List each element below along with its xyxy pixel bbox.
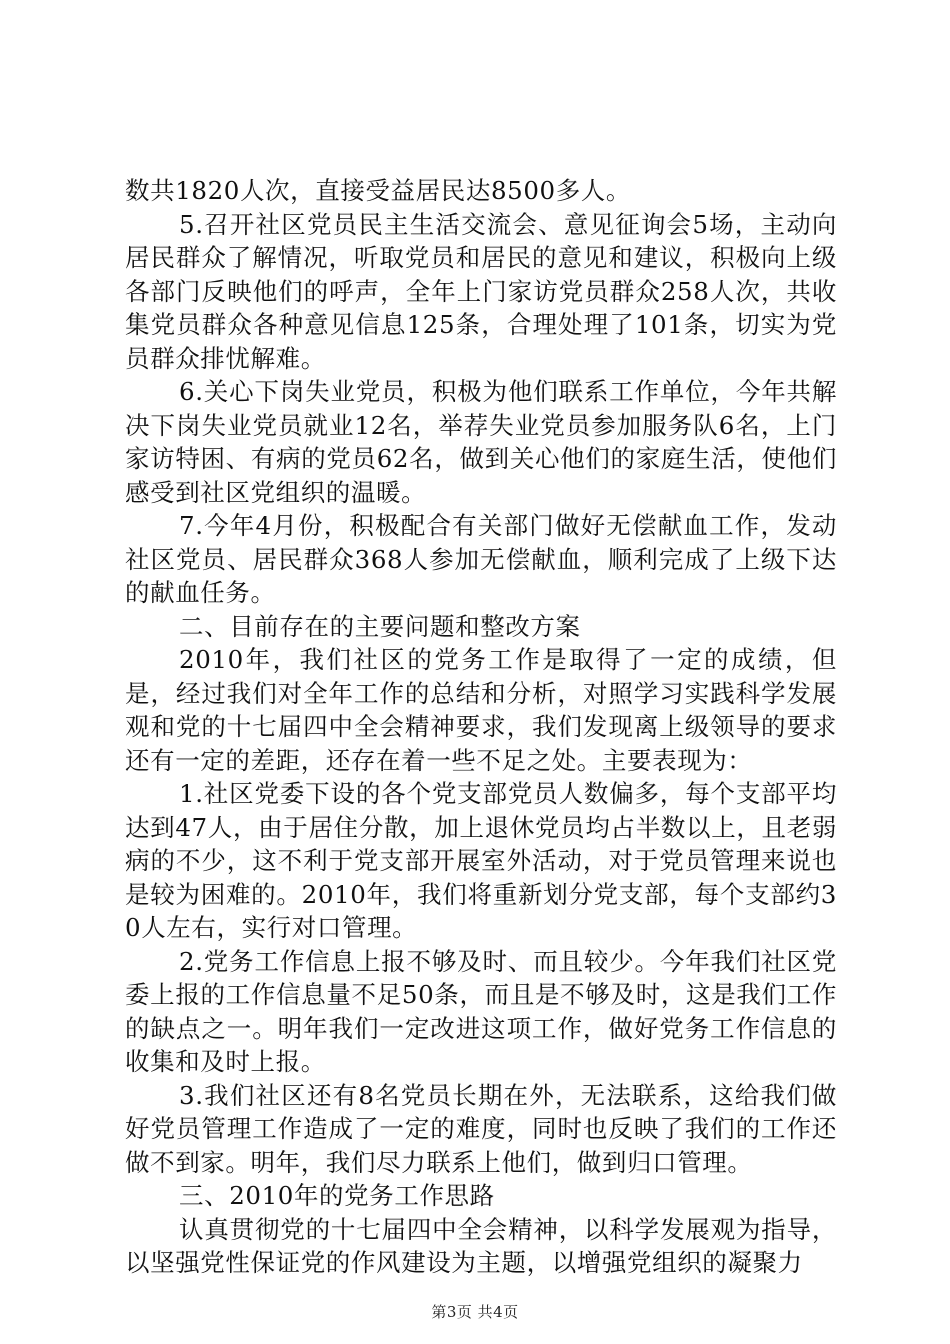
section-heading: 二、目前存在的主要问题和整改方案: [179, 611, 581, 641]
section-heading: 三、2010年的党务工作思路: [179, 1181, 495, 1210]
paragraph: 6.关心下岗失业党员，积极为他们联系工作单位，今年共解决下岗失业党员就业12名，举荐失业党员参加服务队6名，上门家访特困、有病的党员62名，做到关心他们的家庭生活，使他们感受到社区党组织的温暖。: [125, 377, 837, 507]
document-body: [125, 174, 837, 1280]
paragraph: 认真贯彻党的十七届四中全会精神，以科学发展观为指导，以坚强党性保证党的作风建设为主题，以增强党组织的凝聚力: [125, 1214, 837, 1277]
paragraph: 3.我们社区还有8名党员长期在外，无法联系，这给我们做好党员管理工作造成了一定的难度，同时也反映了我们的工作还做不到家。明年，我们尽力联系上他们，做到归口管理。: [125, 1080, 837, 1177]
paragraph: 数共1820人次，直接受益居民达8500多人。: [125, 176, 631, 205]
page-footer: 第3页 共4页: [431, 1303, 519, 1321]
paragraph: 5.召开社区党员民主生活交流会、意见征询会5场，主动向居民群众了解情况，听取党员和居民的意见和建议，积极向上级各部门反映他们的呼声，全年上门家访党员群众258人次，共收集党员群众各种意见信息125条，合理处理了101条，切实为党员群众排忧解难。: [125, 209, 837, 373]
paragraph: 7.今年4月份，积极配合有关部门做好无偿献血工作，发动社区党员、居民群众368人参加无偿献血，顺利完成了上级下达的献血任务。: [125, 511, 837, 607]
paragraph: 1.社区党委下设的各个党支部党员人数偏多，每个支部平均达到47人，由于居住分散，加上退休党员均占半数以上，且老弱病的不少，这不利于党支部开展室外活动，对于党员管理来说也是较为困难的。2010年，我们将重新划分党支部，每个支部约30人左右，实行对口管理。: [125, 779, 837, 942]
paragraph: 2.党务工作信息上报不够及时、而且较少。今年我们社区党委上报的工作信息量不足50条，而且是不够及时，这是我们工作的缺点之一。明年我们一定改进这项工作，做好党务工作信息的收集和及时上报。: [125, 946, 837, 1076]
paragraph: 2010年，我们社区的党务工作是取得了一定的成绩，但是，经过我们对全年工作的总结和分析，对照学习实践科学发展观和党的十七届四中全会精神要求，我们发现离上级领导的要求还有一定的差距，还存在着一些不足之处。主要表现为：: [125, 645, 837, 775]
